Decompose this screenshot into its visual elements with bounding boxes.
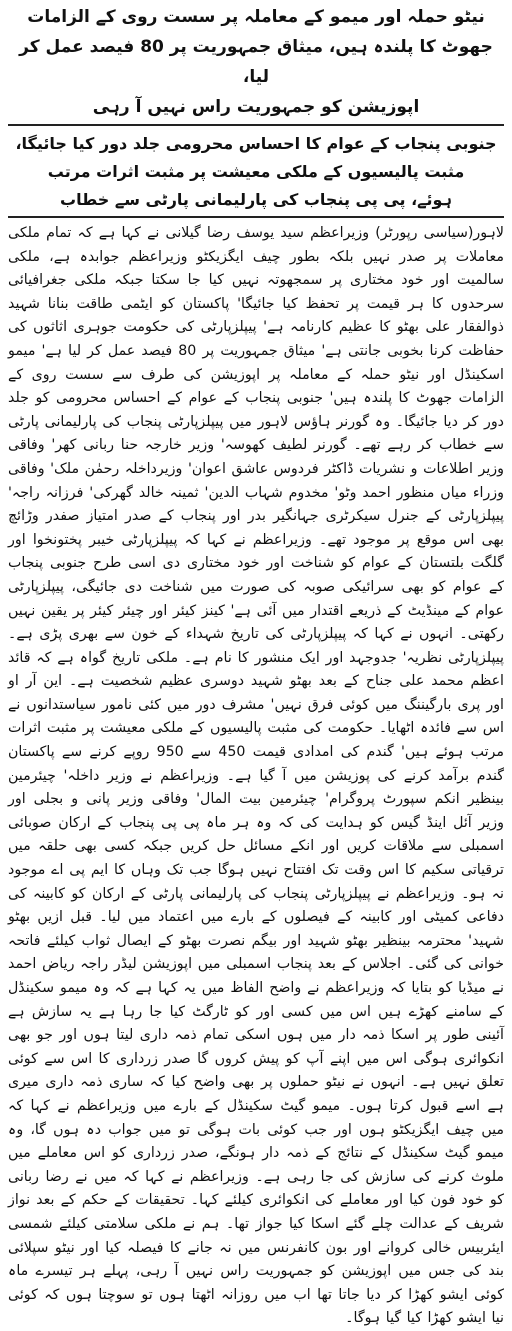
- subhead-line-2: ہوئے، پی پی پنجاب کی پارلیمانی پارٹی سے خطاب: [60, 190, 452, 209]
- subhead-line-1: جنوبی پنجاب کے عوام کا احساس محرومی جلد دور کیا جائیگا، مثبت پالیسیوں کے ملکی معیشت پر مثبت اثرات مرتب: [15, 134, 497, 181]
- article-headline: [8, 2, 504, 122]
- headline-line-2: اپوزیشن کو جمہوریت راس نہیں آ رہی: [92, 97, 420, 117]
- subhead-divider: [8, 216, 504, 218]
- headline-line-1: نیٹو حملہ اور میمو کے معاملہ پر سست روی کے الزامات جھوٹ کا پلندہ ہیں، میثاق جمہوریت پر 80 فیصد عمل کر لیا،: [19, 7, 493, 87]
- headline-divider: [8, 124, 504, 126]
- article-body: لاہور(سیاسی رپورٹر) وزیراعظم سید یوسف رضا گیلانی نے کہا ہے کہ تمام ملکی معاملات پر صدر نہیں بلکہ بطور چیف ایگزیکٹو وزیراعظم جوابدہ ہے، ملکی سالمیت اور خود مختاری پر سمجھوتہ نہیں کیا جا سکتا جبکہ ملکی جغرافیائی سرحدوں کا ہر قیمت پر تحفظ کیا جائیگا' پاکستان کو ایٹمی طاقت بنانا شہید ذوالفقار علی بھٹو کا عظیم کارنامہ ہے' پیپلزپارٹی کی حکومت جوہری اثاثوں کی حفاظت کرنا بخوبی جانتی ہے' میثاق جمہوریت پر 80 فیصد عمل کر لیا ہے' میمو اسکینڈل اور نیٹو حملہ کے معاملہ پر اپوزیشن کی طرف سے سست روی کے الزامات جھوٹ کا پلندہ ہیں' جنوبی پنجاب کے عوام کے احساس محرومی کو جلد دور کر دیا جائیگا۔ وہ گورنر ہاؤس لاہور میں پیپلزپارٹی پنجاب کی پارلیمانی پارٹی سے خطاب کر رہے تھے۔ گورنر لطیف کھوسہ' وزیر خارجہ حنا ربانی کھر' وفاقی وزیر اطلاعات و نشریات ڈاکٹر فردوس عاشق اعوان' وزیرداخلہ رحمٰن ملک' وفاقی وزراء میاں منظور احمد وٹو' مخدوم شہاب الدین' ثمینہ خالد گھرکی' فرزانہ راجہ' پیپلزپارٹی کے جنرل سیکرٹری جہانگیر بدر اور پنجاب کے صدر امتیاز صفدر وڑائچ بھی اس موقع پر موجود تھے۔ وزیراعظم نے کہا کہ پیپلزپارٹی خیبر پختونخوا اور گلگت بلتستان کے عوام کو شناخت اور خود مختاری دی اسی طرح جنوبی پنجاب کے عوام کو بھی سرائیکی صوبہ کی صورت میں شناخت دی جائیگی، پیپلزپارٹی عوام کے مینڈیٹ کے ذریعے اقتدار میں آئی ہے' کینز کیئر اور چیئر کیئر پر یقین نہیں رکھتی۔ انہوں نے کہا کہ پیپلزپارٹی کی تاریخ شہداء کے خون سے بھری پڑی ہے۔ پیپلزپارٹی نظریہ' جدوجہد اور ایک منشور کا نام ہے۔ ملکی تاریخ گواہ ہے کہ قائد اعظم محمد علی جناح کے بعد بھٹو شہید دوسری عظیم شخصیت ہے۔ این آر او اور پری بارگیننگ میں کوئی فرق نہیں' مشرف دور میں کئی نامور سیاستدانوں نے اس سے فائدہ اٹھایا۔ حکومت کی مثبت پالیسیوں کے ملکی معیشت پر مثبت اثرات مرتب ہوئے ہیں' گندم کی امدادی قیمت 450 سے 950 روپے کرنے سے پاکستان گندم برآمد کرنے کی پوزیشن میں آ گیا ہے۔ وزیراعظم نے وزیر داخلہ' چیئرمین بینظیر انکم سپورٹ پروگرام' چیئرمین بیت المال' وفاقی وزیر پانی و بجلی اور وزیر آئل اینڈ گیس کو ہدایت کی کہ وہ ہر ماہ پی پی پنجاب کے ارکان صوبائی اسمبلی سے ملاقات کریں اور انکے مسائل حل کریں جبکہ کسی بھی حلقہ میں ترقیاتی سکیم کا اس وقت تک افتتاح نہیں ہوگا جب تک وہاں کا ایم پی اے موجود نہ ہو۔ وزیراعظم نے پیپلزپارٹی پنجاب کی پارلیمانی پارٹی کے ارکان کو کابینہ کی دفاعی کمیٹی اور کابینہ کے فیصلوں کے بارے میں اعتماد میں لیا۔ قبل ازیں بھٹو شہید' محترمہ بینظیر بھٹو شہید اور بیگم نصرت بھٹو کے ایصال ثواب کیلئے فاتحہ خوانی کی گئی۔ اجلاس کے بعد پنجاب اسمبلی میں اپوزیشن لیڈر راجہ ریاض احمد نے میڈیا کو بتایا کہ وزیراعظم نے واضح الفاظ میں یہ کہا ہے کہ وہ میمو سکینڈل کے سامنے کھڑے ہیں اس میں کسی اور کو ٹارگٹ کیا جا رہا ہے یہ سازش ہے آئینی طور پر اسکا ذمہ دار میں ہوں اسکی تمام ذمہ داری لیتا ہوں اور جو بھی انکوائری ہوگی اس میں اپنے آپ کو پیش کروں گا صدر زرداری کا اس سے کوئی تعلق نہیں ہے۔ انہوں نے نیٹو حملوں پر بھی واضح کیا کہ ساری ذمہ داری میری ہے اسے قبول کرتا ہوں۔ میمو گیٹ سکینڈل کے بارے میں وزیراعظم نے کہا کہ میں چیف ایگزیکٹو ہوں اور جب کوئی بات ہوگی تو میں جواب دہ ہوں گا، وہ میمو گیٹ سکینڈل کے نتائج کے ذمہ دار ہونگے، صدر زرداری کو اس معاملے میں ملوث کرنے کی سازش کی جا رہی ہے۔ وزیراعظم نے کہا کہ میں نے رضا ربانی کو خود فون کیا اور معاملے کی انکوائری کیلئے کہا۔ تحقیقات کے حکم کے بعد نواز شریف کے عدالت چلے گئے اسکا کیا جواز تھا۔ ہم نے ملکی سلامتی کیلئے شمسی ایئربیس خالی کروانے اور بون کانفرنس میں نہ جانے کا فیصلہ کیا اور نیٹو سپلائی بند کی جس میں اپوزیشن کو جمہوریت راس نہیں آ رہی، پہلے ہر تیسرے ماہ کوئی ایشو کھڑا کر دیا جاتا تھا اب میں روزانہ اٹھتا ہوں تو سوچتا ہوں کہ کوئی نیا ایشو کھڑا کیا گیا ہوگا۔: [8, 225, 504, 1327]
- article-subheadline: [8, 130, 504, 214]
